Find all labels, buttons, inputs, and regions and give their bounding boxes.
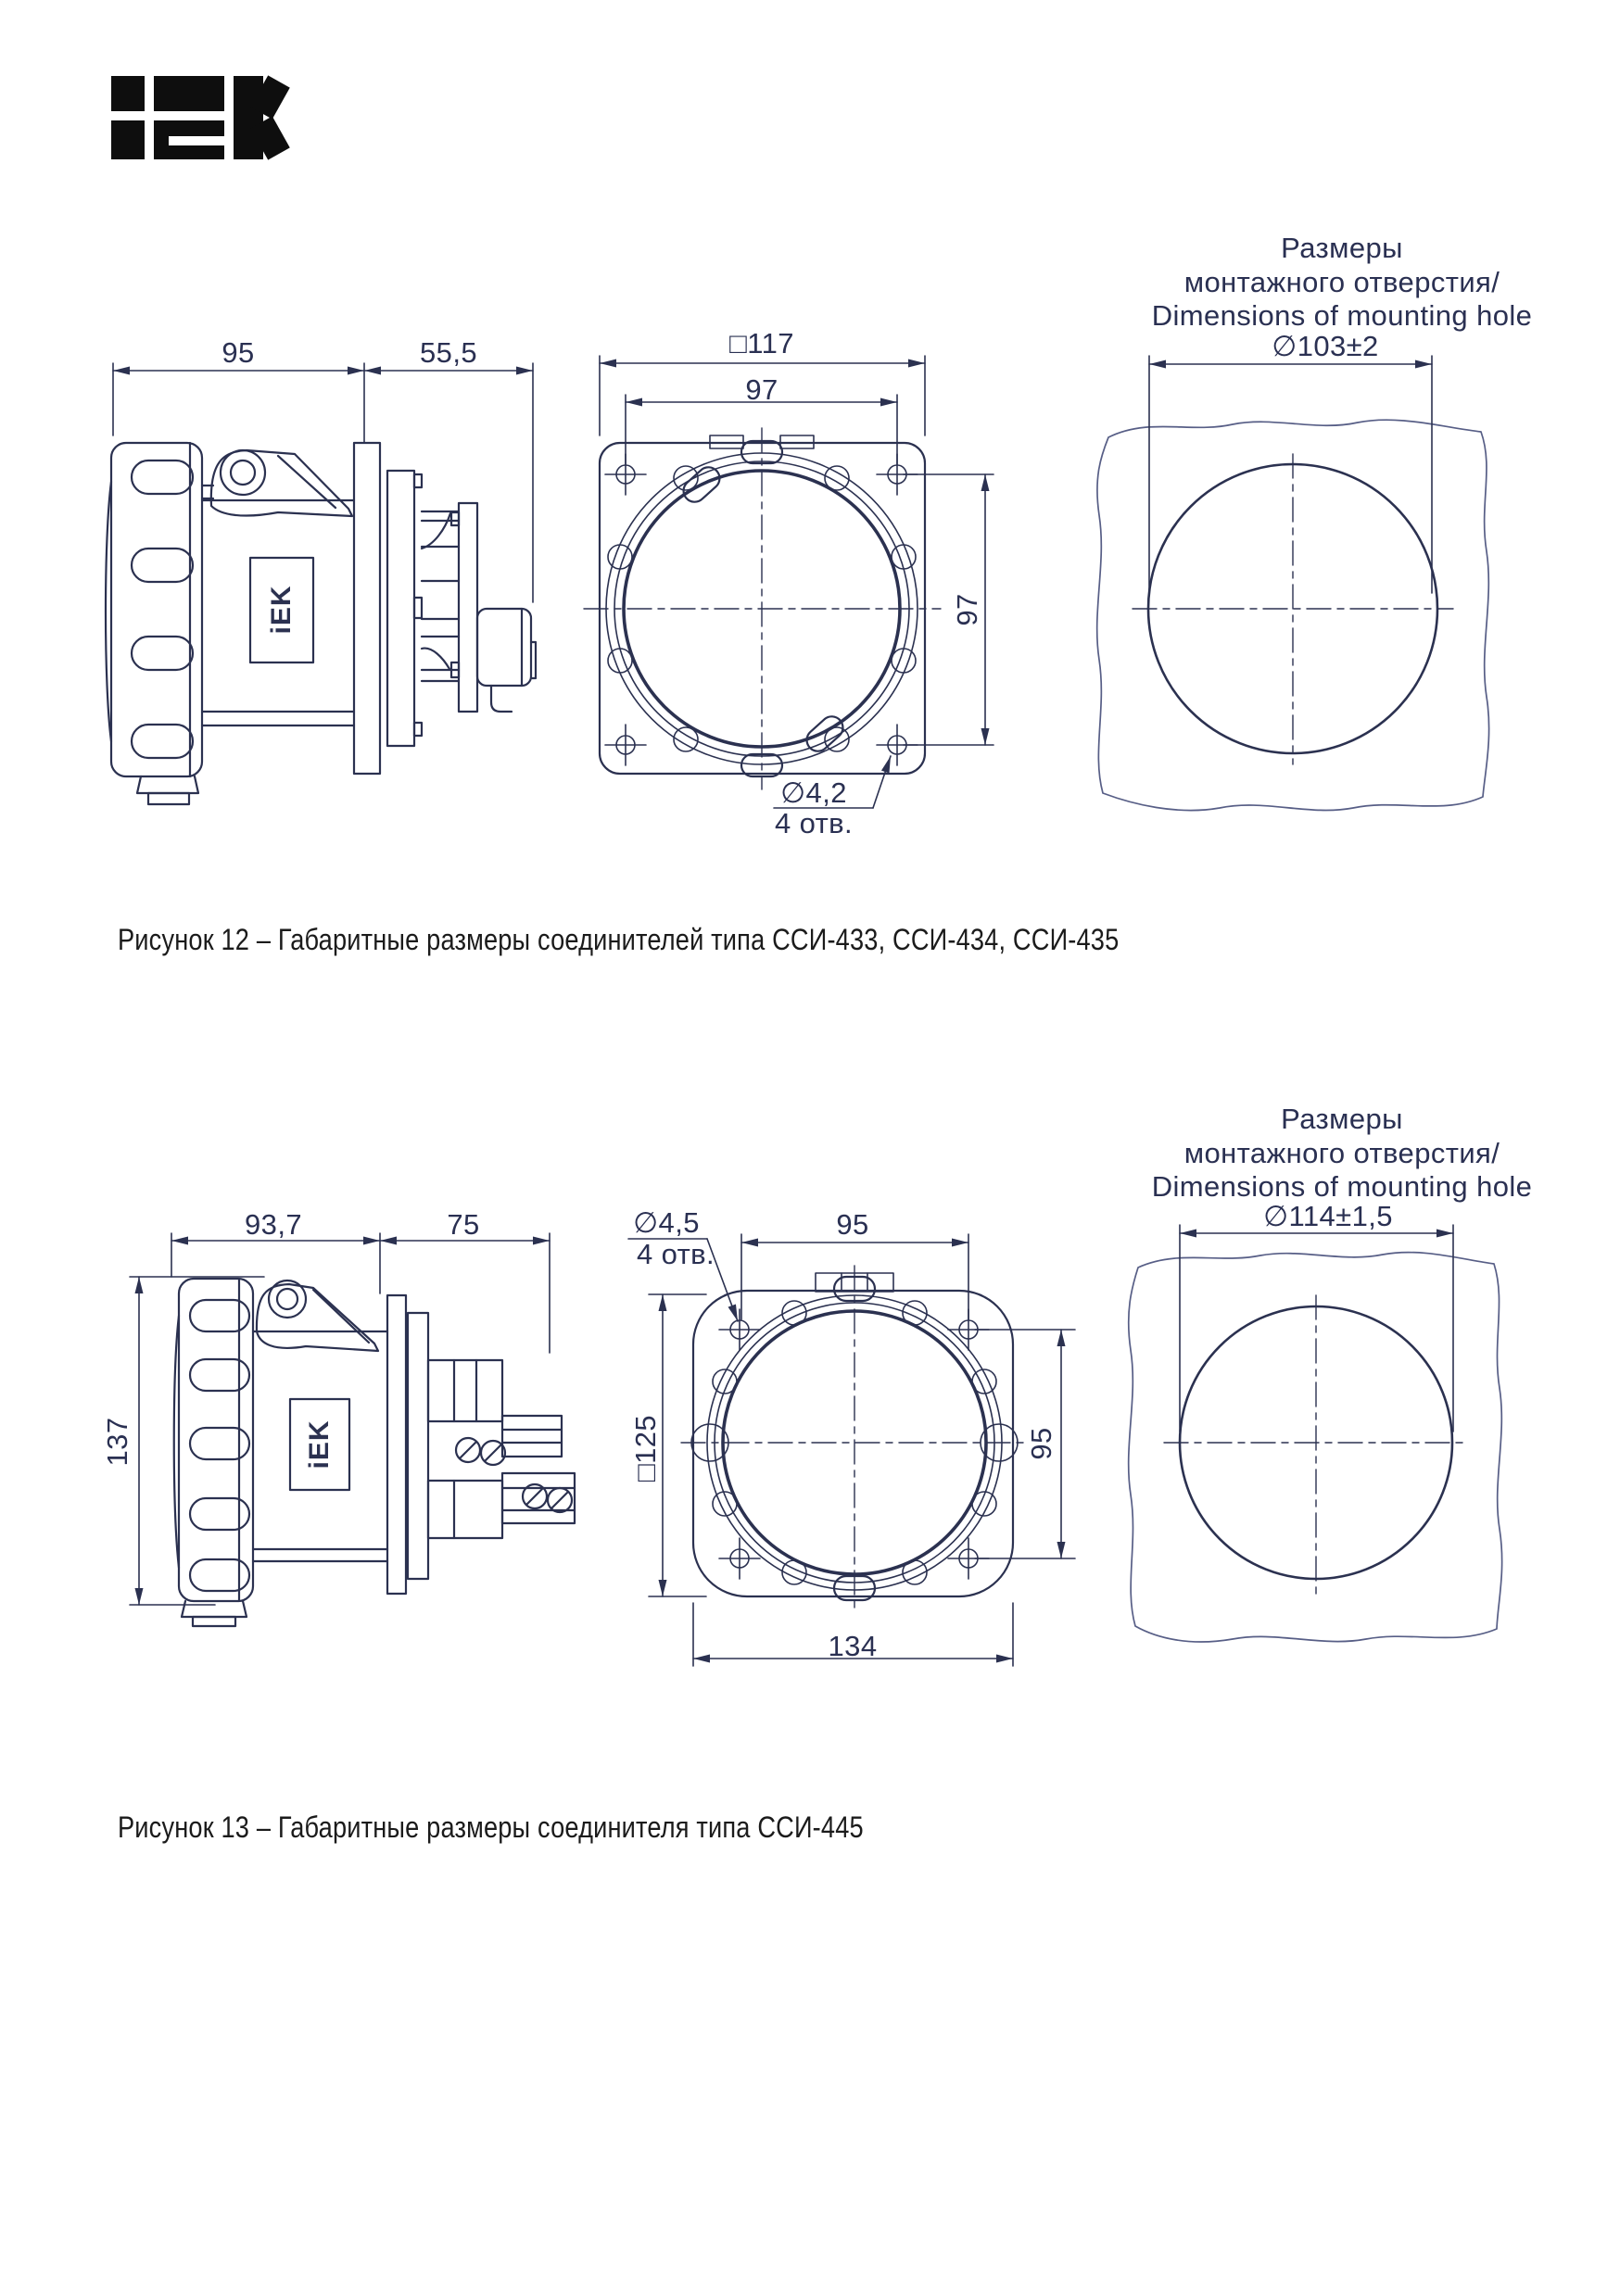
figure13-caption: Рисунок 13 – Габаритные размеры соединителя типа ССИ-445	[118, 1810, 864, 1844]
fig13-mount-title-ru-2: монтажного отверстия/	[1183, 1137, 1500, 1169]
fig13-mount-diameter: ∅114±1,5	[1263, 1200, 1393, 1232]
fig13-mount-title-ru-1: Размеры	[1281, 1103, 1403, 1135]
fig12-hole-count-note: 4 отв.	[774, 807, 854, 839]
fig12-mount-title-ru-1: Размеры	[1281, 232, 1403, 264]
fig12-dim-width-rear: 55,5	[420, 336, 477, 369]
fig13-dim-hole-spacing-top: 95	[836, 1208, 869, 1241]
fig13-dim-flange-width: 134	[828, 1630, 878, 1662]
fig12-dim-flange-size: □117	[729, 327, 794, 360]
fig12-mount-title-en: Dimensions of mounting hole	[1151, 299, 1533, 332]
fig12-dim-width-front: 95	[221, 336, 255, 369]
fig13-hole-count-note: 4 отв.	[636, 1238, 715, 1270]
fig12-front-view-drawing	[584, 356, 994, 808]
iek-logo	[111, 76, 279, 159]
fig13-dim-height: 137	[101, 1417, 133, 1467]
fig13-dim-width-rear: 75	[447, 1208, 480, 1241]
fig13-side-view-drawing	[130, 1233, 575, 1626]
figure12-caption: Рисунок 12 – Габаритные размеры соединителей типа ССИ-433, ССИ-434, ССИ-435	[118, 923, 1120, 956]
fig13-iek-mark: iEK	[304, 1419, 335, 1470]
fig13-mounting-hole-drawing	[1129, 1225, 1502, 1642]
fig12-dim-hole-spacing-h: 97	[745, 373, 778, 406]
fig12-hole-diameter-note: ∅4,2	[780, 776, 847, 809]
fig12-iek-mark: iEK	[266, 585, 297, 635]
fig12-mounting-hole-drawing	[1097, 356, 1489, 811]
fig12-mount-diameter: ∅103±2	[1272, 330, 1379, 362]
fig12-mount-title-ru-2: монтажного отверстия/	[1183, 266, 1500, 298]
fig13-front-view-drawing	[628, 1234, 1075, 1666]
fig12-dim-hole-spacing-v: 97	[951, 593, 983, 626]
fig12-side-view-drawing	[106, 363, 536, 804]
fig13-dim-width-front: 93,7	[245, 1208, 302, 1241]
fig13-mount-title-en: Dimensions of mounting hole	[1151, 1170, 1533, 1203]
fig13-hole-diameter-note: ∅4,5	[633, 1206, 700, 1239]
fig13-dim-flange-size: □125	[629, 1414, 662, 1482]
fig13-dim-hole-spacing-right: 95	[1025, 1427, 1057, 1460]
